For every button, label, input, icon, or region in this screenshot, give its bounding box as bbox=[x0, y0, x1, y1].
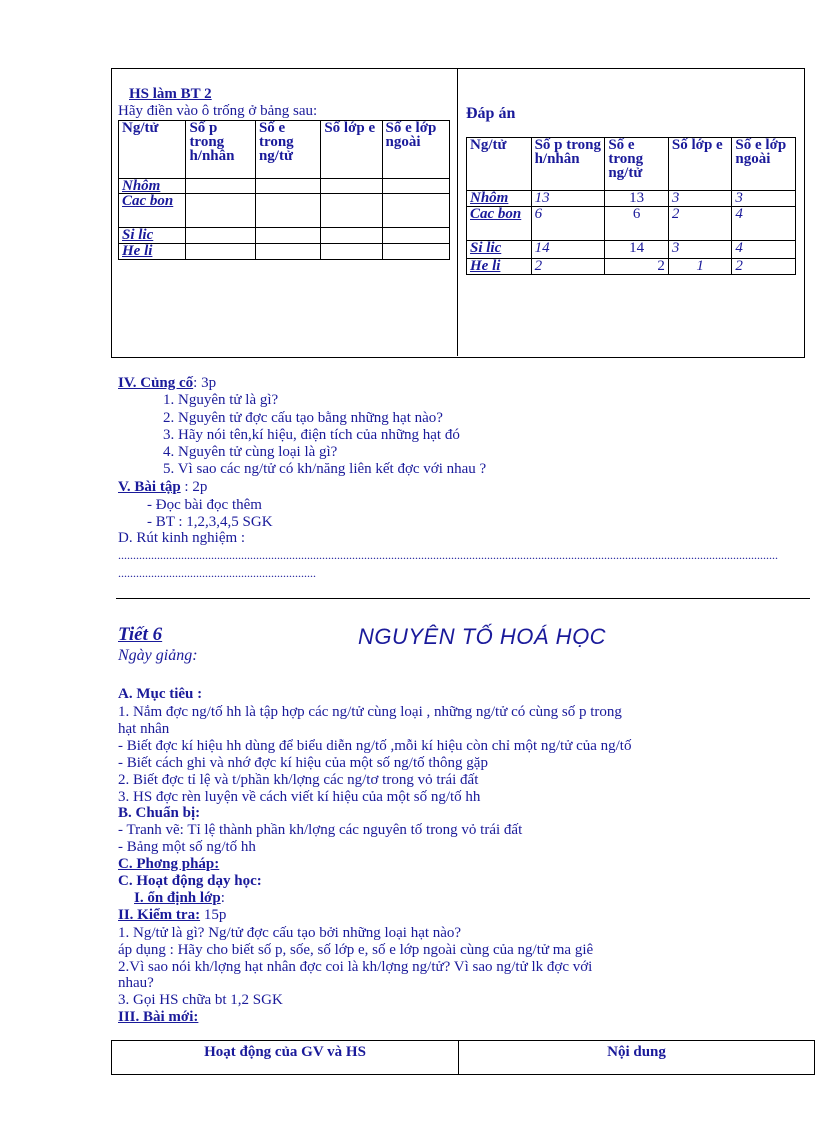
consolidation-item: 5. Vì sao các ng/tử có kh/năng liên kết đợc với nhau ? bbox=[163, 461, 487, 477]
consolidation-time: : 3p bbox=[193, 375, 217, 391]
consolidation-item: 2. Nguyên tử đợc cấu tạo bằng những hạt nào? bbox=[163, 410, 443, 426]
experience-heading: D. Rút kinh nghiệm : bbox=[118, 530, 246, 546]
cell-outer: 4 bbox=[732, 207, 796, 241]
empty-cell[interactable] bbox=[321, 228, 382, 244]
exercise-table bbox=[118, 120, 450, 260]
empty-cell[interactable] bbox=[255, 228, 320, 244]
empty-cell[interactable] bbox=[382, 228, 449, 244]
cell-e: 6 bbox=[605, 207, 669, 241]
homework-heading bbox=[118, 479, 207, 496]
consolidation-item: 1. Nguyên tử là gì? bbox=[163, 392, 279, 408]
row-label: He li bbox=[119, 244, 186, 260]
stabilize-suffix: : bbox=[220, 890, 225, 906]
empty-cell[interactable] bbox=[186, 244, 256, 260]
stabilize-heading bbox=[134, 890, 225, 907]
empty-cell[interactable] bbox=[382, 179, 449, 194]
objective-line: 1. Nắm đợc ng/tố hh là tập hợp các ng/tử cùng loại , những ng/tử có cùng số p trong bbox=[118, 704, 622, 720]
empty-cell[interactable] bbox=[186, 228, 256, 244]
col-header: Ng/tử bbox=[119, 121, 186, 179]
empty-cell[interactable] bbox=[255, 194, 320, 228]
row-label: Si lic bbox=[119, 228, 186, 244]
col-header: Số p trong h/nhân bbox=[531, 138, 605, 191]
homework-item: - BT : 1,2,3,4,5 SGK bbox=[147, 514, 273, 530]
check-line: 1. Ng/tử là gì? Ng/tử đợc cấu tạo bởi những loại hạt nào? bbox=[118, 925, 462, 941]
answer-heading: Đáp án bbox=[466, 105, 516, 122]
lesson-period: Tiết 6 bbox=[118, 624, 163, 645]
cell-outer: 3 bbox=[732, 191, 796, 207]
exercise-instruction: Hãy điền vào ô trống ở bảng sau: bbox=[118, 103, 318, 119]
row-label: Si lic bbox=[467, 241, 532, 259]
cell-p: 6 bbox=[531, 207, 605, 241]
check-line: áp dụng : Hãy cho biết số p, sốe, số lớp e, số e lớp ngoài cùng của ng/tử ma giê bbox=[118, 942, 594, 958]
activities-label bbox=[118, 873, 262, 890]
col-header-activities: Hoạt động của GV và HS bbox=[112, 1041, 459, 1075]
empty-cell[interactable] bbox=[321, 194, 382, 228]
dotted-line: ............................................................................................................................................................................................................................ bbox=[118, 548, 778, 562]
col-header: Số e trong ng/tử bbox=[255, 121, 320, 179]
lesson-title: NGUYÊN TỐ HOÁ HỌC bbox=[358, 624, 607, 649]
homework-label: V. Bài tập bbox=[118, 479, 181, 495]
row-label: Nhôm bbox=[467, 191, 532, 207]
empty-cell[interactable] bbox=[321, 179, 382, 194]
col-header: Ng/tử bbox=[467, 138, 532, 191]
empty-cell[interactable] bbox=[186, 179, 256, 194]
empty-cell[interactable] bbox=[186, 194, 256, 228]
objective-line: 2. Biết đợc tỉ lệ và t/phần kh/lợng các ng/tơ trong vỏ trái đất bbox=[118, 772, 479, 788]
col-header: Số lớp e bbox=[668, 138, 732, 191]
check-heading bbox=[118, 907, 226, 924]
cell-layers: 3 bbox=[668, 241, 732, 259]
cell-p: 2 bbox=[531, 259, 605, 275]
cell-e: 13 bbox=[605, 191, 669, 207]
lesson-date: Ngày giảng: bbox=[118, 647, 198, 664]
check-line: nhau? bbox=[118, 975, 154, 991]
cell-layers: 3 bbox=[668, 191, 732, 207]
check-line: 2.Vì sao nói kh/lợng hạt nhân đợc coi là kh/lợng ng/tử? Vì sao ng/tử lk đợc với bbox=[118, 959, 593, 975]
preparation-line: - Bảng một số ng/tố hh bbox=[118, 839, 256, 855]
cell-p: 13 bbox=[531, 191, 605, 207]
homework-item: - Đọc bài đọc thêm bbox=[147, 497, 262, 513]
new-lesson-label: III. Bài mới: bbox=[118, 1009, 199, 1025]
cell-e: 14 bbox=[605, 241, 669, 259]
row-label: Cac bon bbox=[119, 194, 186, 228]
exercise-heading: HS làm BT 2 bbox=[129, 86, 212, 102]
check-time: 15p bbox=[200, 907, 227, 923]
col-header: Số p trong h/nhân bbox=[186, 121, 256, 179]
cell-layers: 1 bbox=[668, 259, 732, 275]
objectives-label: A. Mục tiêu : bbox=[118, 686, 203, 702]
empty-cell[interactable] bbox=[382, 194, 449, 228]
objective-line: hạt nhân bbox=[118, 721, 170, 737]
row-label: Nhôm bbox=[119, 179, 186, 194]
col-header: Số lớp e bbox=[321, 121, 382, 179]
empty-cell[interactable] bbox=[321, 244, 382, 260]
frame-divider bbox=[457, 68, 458, 356]
cell-outer: 4 bbox=[732, 241, 796, 259]
row-label: Cac bon bbox=[467, 207, 532, 241]
empty-cell[interactable] bbox=[382, 244, 449, 260]
check-line: 3. Gọi HS chữa bt 1,2 SGK bbox=[118, 992, 283, 1008]
section-divider bbox=[116, 598, 810, 599]
preparation-label: B. Chuẩn bị: bbox=[118, 805, 201, 821]
cell-layers: 2 bbox=[668, 207, 732, 241]
col-header: Số e trong ng/tử bbox=[605, 138, 669, 191]
activities-prefix: C. Hoạt động dạy học: bbox=[118, 873, 262, 889]
objectives-heading bbox=[118, 686, 202, 703]
check-label: II. Kiểm tra: bbox=[118, 907, 201, 923]
consolidation-label: IV. Củng cố bbox=[118, 375, 194, 391]
consolidation-item: 4. Nguyên tử cùng loại là gì? bbox=[163, 444, 338, 460]
homework-time: : 2p bbox=[180, 479, 208, 495]
preparation-line: - Tranh vẽ: Tỉ lệ thành phần kh/lợng các nguyên tố trong vỏ trái đất bbox=[118, 822, 523, 838]
cell-outer: 2 bbox=[732, 259, 796, 275]
consolidation-heading bbox=[118, 375, 216, 392]
objective-line: - Biết cách ghi và nhớ đợc kí hiệu của một số ng/tố thông gặp bbox=[118, 755, 488, 771]
objective-line: - Biết đợc kí hiệu hh dùng để biểu diễn ng/tố ,mỗi kí hiệu còn chỉ một ng/tử của ng/tố bbox=[118, 738, 632, 754]
objective-line: 3. HS đợc rèn luyện về cách viết kí hiệu của một số ng/tố hh bbox=[118, 789, 481, 805]
consolidation-item: 3. Hãy nói tên,kí hiệu, điện tích của những hạt đó bbox=[163, 427, 460, 443]
col-header: Số e lớp ngoài bbox=[382, 121, 449, 179]
col-header-content: Nội dung bbox=[459, 1041, 815, 1075]
cell-p: 14 bbox=[531, 241, 605, 259]
empty-cell[interactable] bbox=[255, 244, 320, 260]
stabilize-label: I. ổn định lớp bbox=[134, 890, 221, 906]
dotted-line: .................................................................. bbox=[118, 566, 316, 580]
empty-cell[interactable] bbox=[255, 179, 320, 194]
method-label: C. Phơng pháp: bbox=[118, 856, 220, 872]
col-header: Số e lớp ngoài bbox=[732, 138, 796, 191]
cell-e: 2 bbox=[605, 259, 669, 275]
activities-table bbox=[111, 1040, 815, 1075]
row-label: He li bbox=[467, 259, 532, 275]
answer-table bbox=[466, 137, 796, 275]
